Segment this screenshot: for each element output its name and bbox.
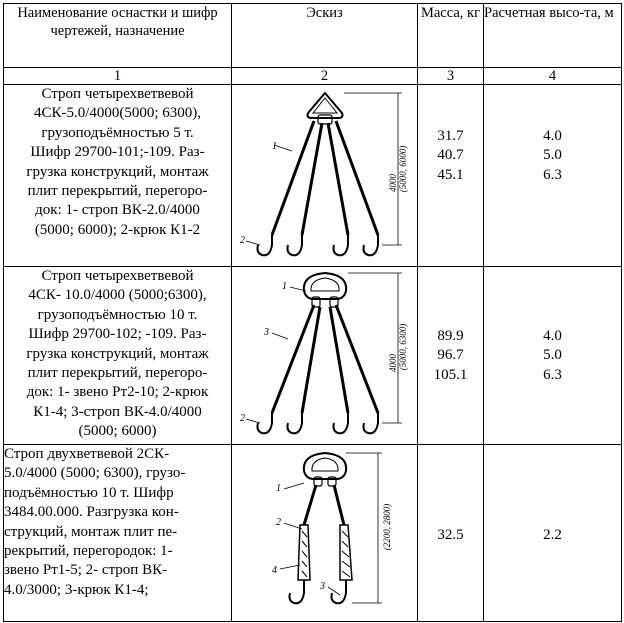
mass-value: 96.7	[437, 347, 464, 364]
desc-line: звено Рт1-5; 2- строп ВК-	[4, 562, 168, 579]
mass-value: 89.9	[437, 328, 464, 344]
desc-line: (5000; 6000); 2-крюк К1-2	[34, 221, 201, 238]
four-leg-sling-sketch	[232, 85, 418, 266]
row-mass	[418, 85, 484, 267]
row-mass	[418, 445, 484, 622]
table-header-row	[4, 4, 622, 68]
dimension-label: 4000	[388, 174, 398, 192]
table-row	[4, 267, 622, 445]
desc-line: Строп четырехветвевой	[41, 268, 194, 284]
desc-line: док: 1- строп ВК-2.0/4000	[35, 202, 200, 219]
desc-line: 5.0/4000 (5000; 6300), грузо-	[4, 465, 186, 482]
row-description	[4, 85, 232, 267]
mass-value: 45.1	[437, 166, 464, 183]
header-sketch: Эскиз	[232, 4, 418, 68]
mass-value: 31.7	[437, 128, 464, 144]
callout-label: 1	[282, 281, 287, 292]
header-name: Наименование оснастки и шифр чертежей, назначение	[4, 4, 232, 68]
desc-line: грузка конструкций, монтаж	[26, 345, 209, 362]
row-description	[4, 445, 232, 622]
dimension-label: 4000	[388, 354, 398, 372]
desc-line: подъёмностью 10 т. Шифр	[4, 484, 174, 501]
desc-line: 4СК- 10.0/4000 (5000;6300),	[28, 287, 207, 304]
desc-line: (5000; 6000)	[78, 423, 157, 440]
height-value: 4.0	[543, 128, 562, 144]
desc-line: Шифр 29700-101;-109. Раз-	[30, 144, 205, 161]
height-value: 6.3	[543, 166, 562, 183]
desc-line: рекрытий, перегородок: 1-	[4, 543, 173, 560]
callout-label: 3	[264, 327, 269, 338]
column-number: 1	[4, 68, 232, 85]
row-height	[484, 267, 622, 445]
height-value: 5.0	[543, 347, 562, 364]
header-mass: Масса, кг	[418, 4, 484, 68]
desc-line: грузоподъёмностью 5 т.	[41, 124, 194, 141]
table-row	[4, 85, 622, 267]
four-leg-sling-sketch	[232, 267, 418, 444]
row-height	[484, 445, 622, 622]
column-number: 3	[418, 68, 484, 85]
callout-label: 2	[276, 517, 281, 528]
callout-label: 1	[276, 483, 281, 494]
row-sketch	[232, 445, 418, 622]
desc-line: грузоподъёмностью 10 т.	[37, 306, 198, 323]
dimension-label: (2200, 2800)	[382, 503, 392, 551]
row-sketch	[232, 85, 418, 267]
two-leg-sling-sketch	[232, 445, 418, 621]
row-sketch	[232, 267, 418, 445]
desc-line: док: 1- звено Рт2-10; 2-крюк	[26, 384, 209, 401]
desc-line: 4СК-5.0/4000(5000; 6300),	[33, 105, 202, 122]
callout-label: 2	[240, 235, 245, 246]
desc-line: К1-4; 3-строп ВК-4.0/4000	[33, 403, 202, 420]
desc-line: 3484.00.000. Разгрузка кон-	[4, 504, 179, 521]
desc-line: плит перекрытий, перегоро-	[27, 183, 208, 200]
callout-label: 1	[272, 141, 277, 152]
callout-label: 4	[272, 565, 277, 576]
desc-line: Шифр 29700-102; -109. Раз-	[28, 326, 207, 343]
height-value: 5.0	[543, 147, 562, 164]
desc-line: Строп двухветвевой 2СК-	[4, 446, 170, 462]
height-value: 4.0	[543, 328, 562, 344]
desc-line: Строп четырехветвевой	[41, 86, 194, 102]
row-mass	[418, 267, 484, 445]
column-number: 2	[232, 68, 418, 85]
height-value: 6.3	[543, 366, 562, 383]
desc-line: грузка конструкций, монтаж	[26, 163, 209, 180]
mass-value: 40.7	[437, 147, 464, 164]
header-height: Расчетная высо-та, м	[484, 4, 622, 68]
dimension-sublabel: (5000, 6000)	[398, 145, 408, 193]
dimension-sublabel: (5000, 6300)	[398, 323, 408, 371]
mass-value: 105.1	[433, 366, 468, 383]
row-height	[484, 85, 622, 267]
callout-label: 3	[320, 581, 325, 592]
table-row	[4, 445, 622, 622]
column-number: 4	[484, 68, 622, 85]
row-description	[4, 267, 232, 445]
desc-line: струкций, монтаж плит пе-	[4, 523, 178, 540]
desc-line: 4.0/3000; 3-крюк К1-4;	[4, 581, 149, 598]
slings-table	[3, 3, 622, 622]
callout-label: 2	[240, 413, 245, 424]
height-value: 2.2	[543, 527, 562, 543]
desc-line: плит перекрытий, перегоро-	[27, 365, 208, 382]
mass-value: 32.5	[437, 527, 464, 543]
column-numbers-row	[4, 68, 622, 85]
